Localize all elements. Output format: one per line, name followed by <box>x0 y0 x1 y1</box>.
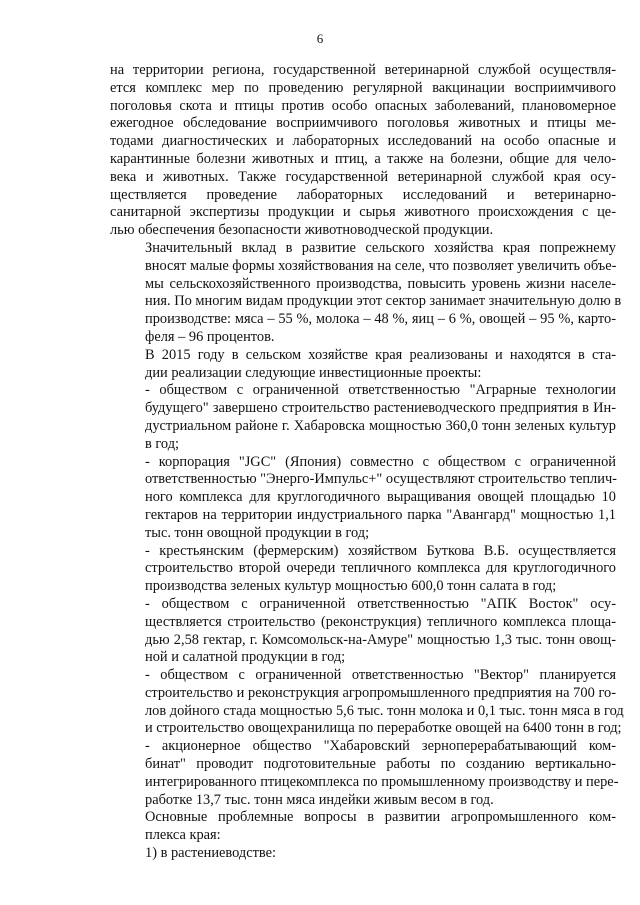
text-line: века и животных. Также государственной ветеринарной службой края осу- <box>110 168 616 185</box>
text-line: дью 2,58 гектар, г. Комсомольск-на-Амуре" мощностью 1,3 тыс. тонн овощ- <box>145 631 616 648</box>
paragraph <box>110 845 616 863</box>
document-body <box>110 62 624 863</box>
text-line: работке 13,7 тыс. тонн мяса индейки живым весом в год. <box>145 791 494 808</box>
text-line: производстве: мяса – 55 %, молока – 48 %, яиц – 6 %, овощей – 95 %, карто- <box>145 311 616 328</box>
text-line: 1) в растениеводстве: <box>145 845 276 862</box>
paragraph <box>110 382 616 453</box>
text-line: карантинные болезни животных и птиц, а также на болезни, общие для чело- <box>110 150 616 167</box>
text-line: дустриальном районе г. Хабаровска мощностью 360,0 тонн зеленых культур <box>145 417 616 434</box>
paragraph <box>110 543 616 596</box>
text-line: ется комплекс мер по проведению регулярной вакцинации восприимчивого <box>110 79 616 96</box>
paragraph <box>110 596 616 667</box>
text-line: мы сельскохозяйственного производства, повысить уровень жизни населе- <box>145 275 616 292</box>
text-line: гектаров на территории индустриального парка "Авангард" мощностью 1,1 <box>145 506 616 523</box>
text-line: - обществом с ограниченной ответственностью "Вектор" планируется <box>145 667 616 684</box>
text-line: ного комплекса для круглогодичного выращивания овощей площадью 10 <box>145 489 616 506</box>
text-line: бинат" проводит подготовительные работы по созданию вертикально- <box>145 756 616 773</box>
paragraph <box>110 738 619 809</box>
text-line: ществляется проведение лабораторных исследований и ветеринарно- <box>110 186 616 203</box>
text-line: на территории региона, государственной ветеринарной службой осуществля- <box>110 62 616 78</box>
paragraph <box>110 62 616 240</box>
text-line: тодами диагностических и лабораторных исследований на особо опасные и <box>110 133 616 150</box>
text-line: лью обеспечения безопасности животноводческой продукции. <box>110 222 494 239</box>
text-line: феля – 96 процентов. <box>145 328 275 345</box>
text-line: ежегодное обследование восприимчивого поголовья животных и птицы ме- <box>110 115 616 132</box>
paragraph <box>110 809 616 845</box>
text-line: санитарной экспертизы продукции и сырья животного происхождения с це- <box>110 204 616 221</box>
text-line: - крестьянским (фермерским) хозяйством Буткова В.Б. осуществляется <box>145 542 616 559</box>
text-line: вносят малые формы хозяйствования на селе, что позволяет увеличить объе- <box>145 257 617 274</box>
text-line: строительство и реконструкция агропромышленного предприятия на 700 го- <box>145 684 616 701</box>
text-line: и строительство овощехранилища по переработке овощей на 6400 тонн в год; <box>145 720 622 737</box>
text-line: Значительный вклад в развитие сельского хозяйства края попрежнему <box>145 239 616 256</box>
page-number: 6 <box>316 31 324 46</box>
paragraph <box>110 667 624 738</box>
text-line: В 2015 году в сельском хозяйстве края реализованы и находятся в ста- <box>145 346 616 363</box>
text-line: тыс. тонн овощной продукции в год; <box>145 524 370 541</box>
text-line: ния. По многим видам продукции этот сектор занимает значительную долю в <box>145 293 622 310</box>
text-line: интегрированного птицекомплекса по промышленному производству и пере- <box>145 773 619 790</box>
text-line: - корпорация "JGC" (Япония) совместно с обществом с ограниченной <box>145 453 616 470</box>
text-line: Основные проблемные вопросы в развитии агропромышленного ком- <box>145 809 616 826</box>
text-line: - акционерное общество "Хабаровский зерноперерабатывающий ком- <box>145 738 616 755</box>
paragraph <box>110 347 616 383</box>
text-line: ществляется строительство (реконструкция) тепличного комплекса площа- <box>145 613 616 630</box>
text-line: - обществом с ограниченной ответственностью "Аграрные технологии <box>145 382 616 399</box>
text-line: будущего" завершено строительство растениеводческого предприятия в Ин- <box>145 400 616 417</box>
text-line: - обществом с ограниченной ответственностью "АПК Восток" осу- <box>145 595 616 612</box>
text-line: поголовья скота и птицы против особо опасных заболеваний, плановомерное <box>110 97 616 114</box>
text-line: лов дойного стада мощностью 5,6 тыс. тонн молока и 0,1 тыс. тонн мяса в год <box>145 702 624 719</box>
text-line: ответственностью "Энерго-Импульс+" осуществляют строительство теплич- <box>145 471 617 488</box>
paragraph <box>110 239 622 347</box>
text-line: ной и салатной продукции в год; <box>145 649 346 666</box>
text-line: плекса края: <box>145 827 221 844</box>
text-line: в год; <box>145 435 180 452</box>
paragraph <box>110 454 616 543</box>
text-line: дии реализации следующие инвестиционные проекты: <box>145 364 482 381</box>
text-line: строительство второй очереди тепличного комплекса для круглогодичного <box>145 560 616 577</box>
text-line: производства зеленых культур мощностью 600,0 тонн салата в год; <box>145 578 557 595</box>
